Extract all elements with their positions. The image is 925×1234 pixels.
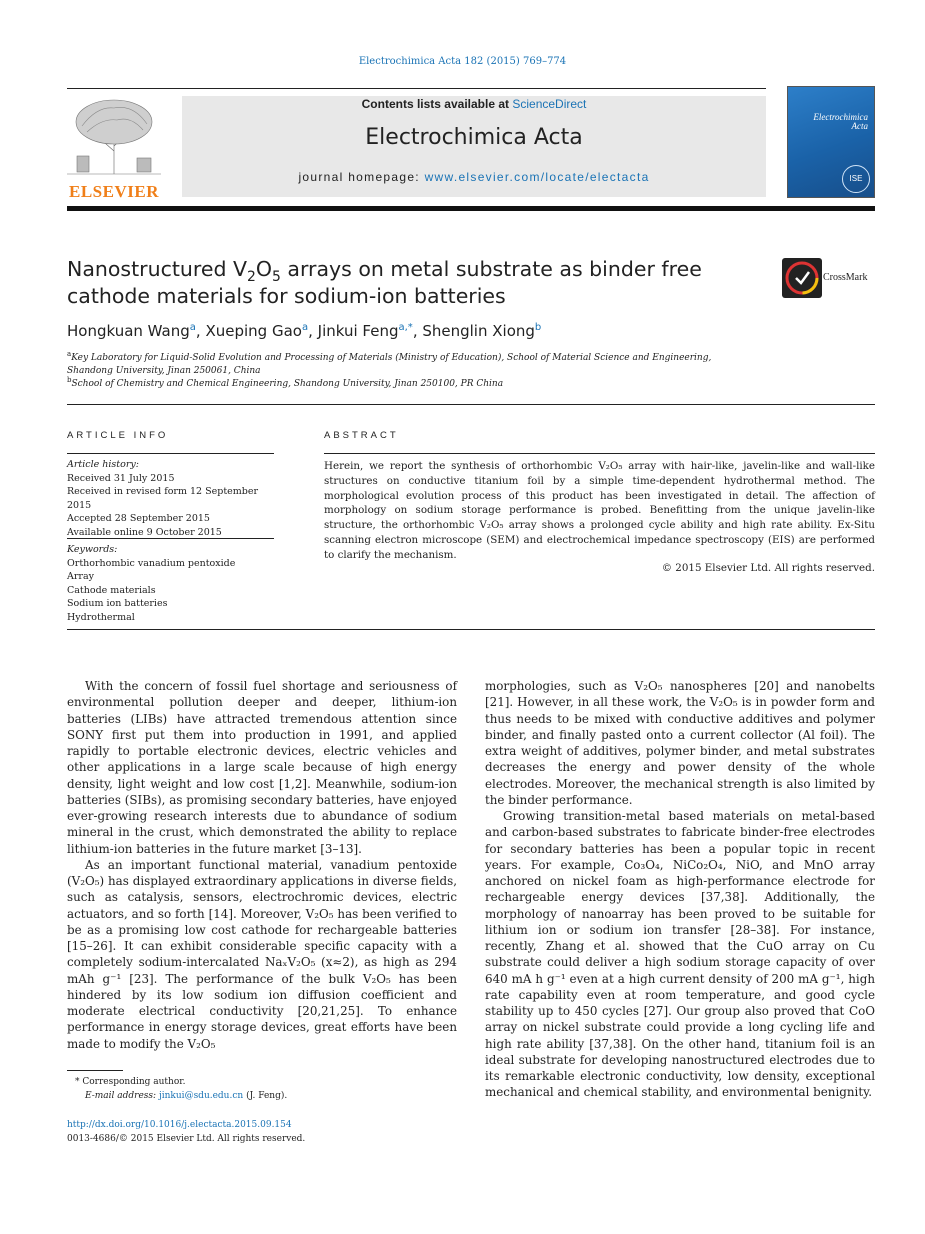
publisher-wordmark: ELSEVIER bbox=[69, 182, 159, 201]
footnote-rule bbox=[67, 1070, 123, 1071]
crossmark-badge[interactable] bbox=[782, 258, 877, 298]
cover-title-line-1: Electrochimica bbox=[813, 112, 868, 122]
footnote-text: Corresponding author. bbox=[82, 1077, 186, 1087]
article-title bbox=[67, 256, 777, 310]
cover-title-line-2: Acta bbox=[851, 121, 868, 131]
email-footnote bbox=[67, 1089, 287, 1103]
author-affiliation-link[interactable]: b bbox=[534, 322, 542, 333]
crossmark-icon bbox=[782, 258, 822, 298]
author-name: Jinkui Feng bbox=[317, 322, 399, 340]
issn-line: 0013-4686/© 2015 Elsevier Ltd. All rights reserved. bbox=[67, 1134, 306, 1144]
history-line: Accepted 28 September 2015 bbox=[67, 513, 210, 524]
keyword-item: Array bbox=[67, 571, 94, 582]
journal-banner bbox=[182, 96, 766, 197]
doi-link[interactable] bbox=[67, 1118, 292, 1132]
corresponding-footnote bbox=[67, 1075, 185, 1089]
homepage-line bbox=[182, 170, 766, 184]
keyword-item: Orthorhombic vanadium pentoxide bbox=[67, 557, 236, 569]
journal-cover[interactable] bbox=[787, 86, 875, 198]
body-paragraph: Growing transition-metal based materials on metal-based and carbon-based substrates to fabricate binder-free electrodes for secondary batteries has been a popular topic in recent years. For example, Co₃O₄, NiCo₂O₄, NiO, and MnO array anchored on nickel foam as high-performance electrode for rechargeable energy devices [37,38]. Additionally, the morphology of nanoarray has been proved to be suitable for lithium ion or sodium ion transfer [28–38]. For instance, recently, Zhang et al. showed that the CuO array on Cu substrate could deliver a high sodium storage capacity of over 640 mA h g⁻¹ even at a high current density of 200 mA g⁻¹, high rate capability even at room temperature, and good cycle stability up to 450 cycles [27]. Our group also proved that CoO array on nickel substrate could provide a long cycling life and high rate ability [37,38]. On the other hand, titanium foil is an ideal substrate for developing nanostructured electrodes due to its remarkable electronic conductivity, low density, exceptional mechanical and chemical stability, and environmental benignity. bbox=[485, 809, 875, 1100]
doi-text[interactable]: http://dx.doi.org/10.1016/j.electacta.2015.09.154 bbox=[67, 1120, 292, 1130]
abstract-text: Herein, we report the synthesis of orthorhombic V₂O₅ array with hair-like, javelin-like and wall-like structures on conductive titanium foil by a simple time-dependent hydrothermal method. The morphological evolution process of this product has been investigated in detail. The affection of morphology on sodium storage performance is probed. Benefitting from the unique javelin-like structure, the orthorhombic V₂O₅ array shows a prolonged cycle ability and high rate ability. Ex-Situ scanning electron microscope (SEM) and electrochemical impedance spectroscopy (EIS) are performed to clarify the mechanism. bbox=[324, 460, 875, 561]
history-heading: Article history: bbox=[67, 459, 139, 470]
email-suffix: (J. Feng). bbox=[246, 1091, 288, 1101]
keyword-item: Hydrothermal bbox=[67, 611, 135, 623]
title-part-1: Nanostructured V bbox=[67, 257, 248, 281]
body-paragraph: As an important functional material, vanadium pentoxide (V₂O₅) has displayed extraordinary applications in diverse fields, such as catalysis, sensors, electrochromic devices, electric actuators, and so forth [14]. Moreover, V₂O₅ has been verified to be as a promising low cost cathode for rechargeable batteries [15–26]. It can exhibit considerable specific capacity with a completely sodium-intercalated NaₓV₂O₅ (x≈2), as high as 294 mAh g⁻¹ [23]. The performance of the bulk V₂O₅ has been hindered by its low sodium ion diffusion coefficient and moderate electrical conductivity [20,21,25]. To enhance performance in energy storage devices, great efforts have been made to modify the V₂O₅ bbox=[67, 857, 457, 1051]
affiliation-a bbox=[67, 352, 747, 378]
cover-badge: ISE bbox=[842, 165, 870, 193]
homepage-prefix: journal homepage: bbox=[298, 170, 425, 184]
history-line: Received in revised form 12 September 2015 bbox=[67, 486, 259, 511]
affiliation-b bbox=[67, 378, 747, 391]
title-part-2: O bbox=[255, 257, 273, 281]
article-info-heading: ARTICLE INFO bbox=[67, 430, 169, 441]
abstract-heading: ABSTRACT bbox=[324, 430, 399, 441]
keyword-item: Cathode materials bbox=[67, 584, 156, 596]
email-label: E-mail address: bbox=[85, 1091, 157, 1101]
cover-title bbox=[788, 87, 874, 131]
elsevier-logo[interactable] bbox=[67, 96, 161, 201]
header-rule bbox=[67, 88, 766, 89]
article-history bbox=[67, 458, 274, 539]
abstract-copyright: © 2015 Elsevier Ltd. All rights reserved. bbox=[661, 562, 875, 574]
history-line: Available online 9 October 2015 bbox=[67, 526, 222, 538]
author-name: Xueping Gao bbox=[205, 322, 302, 340]
journal-reference[interactable]: Electrochimica Acta 182 (2015) 769–774 bbox=[358, 56, 567, 67]
author-affiliation-link[interactable]: a bbox=[189, 322, 196, 333]
keywords-heading: Keywords: bbox=[67, 544, 118, 555]
keywords bbox=[67, 543, 274, 624]
homepage-link[interactable]: www.elsevier.com/locate/electacta bbox=[424, 170, 650, 184]
crossmark-label: CrossMark bbox=[823, 272, 868, 283]
elsevier-tree-icon bbox=[67, 96, 161, 176]
affiliation-divider bbox=[67, 404, 875, 405]
affiliation-mark: a bbox=[67, 350, 72, 358]
abstract-divider bbox=[324, 453, 875, 454]
body-paragraph: With the concern of fossil fuel shortage and seriousness of environmental pollution deeper and deeper, lithium-ion batteries (LIBs) have attracted tremendous attention since SONY first put them into production in 1991, and applied rapidly to portable electronic devices, electric vehicles and other applications in a large scale because of high energy density, light weight and low cost [1,2]. Meanwhile, sodium-ion batteries (SIBs), as promising secondary batteries, have enjoyed ever-growing research interests due to abundance of sodium mineral in the crust, which demonstrated the ability to replace lithium-ion batteries in the future market [3–13]. bbox=[67, 679, 457, 856]
author-name: Shenglin Xiong bbox=[422, 322, 535, 340]
sciencedirect-link[interactable]: ScienceDirect bbox=[512, 97, 587, 111]
body-column-right bbox=[485, 678, 875, 1101]
history-line: Received 31 July 2015 bbox=[67, 472, 175, 484]
abstract-end-divider bbox=[67, 629, 875, 630]
email-link[interactable]: jinkui@sdu.edu.cn bbox=[158, 1091, 244, 1101]
title-sub-1: 2 bbox=[247, 269, 256, 286]
author-affiliation-link[interactable]: a bbox=[301, 322, 309, 333]
header-divider bbox=[67, 206, 875, 211]
contents-line bbox=[182, 96, 766, 111]
affiliation-text: Key Laboratory for Liquid-Solid Evolution and Processing of Materials (Ministry of Education), School of Material Science and Engineering, Shandong University, Jinan 250061, China bbox=[67, 353, 712, 376]
title-sub-2: 5 bbox=[272, 269, 281, 286]
author-affiliation-link[interactable]: a,* bbox=[398, 322, 413, 333]
affiliation-mark: b bbox=[67, 376, 72, 384]
author-name: Hongkuan Wang bbox=[67, 322, 190, 340]
title-part-3: arrays on metal substrate as binder free cathode materials for sodium-ion batteries bbox=[67, 257, 702, 308]
info-divider bbox=[67, 453, 274, 454]
author-list: Hongkuan Wang$^a$, Xueping Gao$^a$, Jinkui Feng$^{a,*}$, Shenglin Xiong$^b$ bbox=[67, 322, 542, 340]
affiliation-text: School of Chemistry and Chemical Engineering, Shandong University, Jinan 250100, PR China bbox=[71, 379, 504, 389]
body-paragraph: morphologies, such as V₂O₅ nanospheres [20] and nanobelts [21]. However, in all these work, the V₂O₅ is in powder form and thus needs to be mixed with conductive additives and polymer binder, and finally pasted onto a current collector (Al foil). The extra weight of additives, polymer binder, and metal substrates decreases the energy and power density of the whole electrodes. Moreover, the mechanical strength is also limited by the binder performance. bbox=[485, 679, 875, 807]
keyword-item: Sodium ion batteries bbox=[67, 598, 168, 609]
keywords-divider bbox=[67, 538, 274, 539]
journal-name: Electrochimica Acta bbox=[365, 125, 583, 150]
body-column-left bbox=[67, 678, 457, 1052]
contents-prefix: Contents lists available at bbox=[361, 97, 513, 111]
footnote-mark: * bbox=[75, 1077, 80, 1087]
